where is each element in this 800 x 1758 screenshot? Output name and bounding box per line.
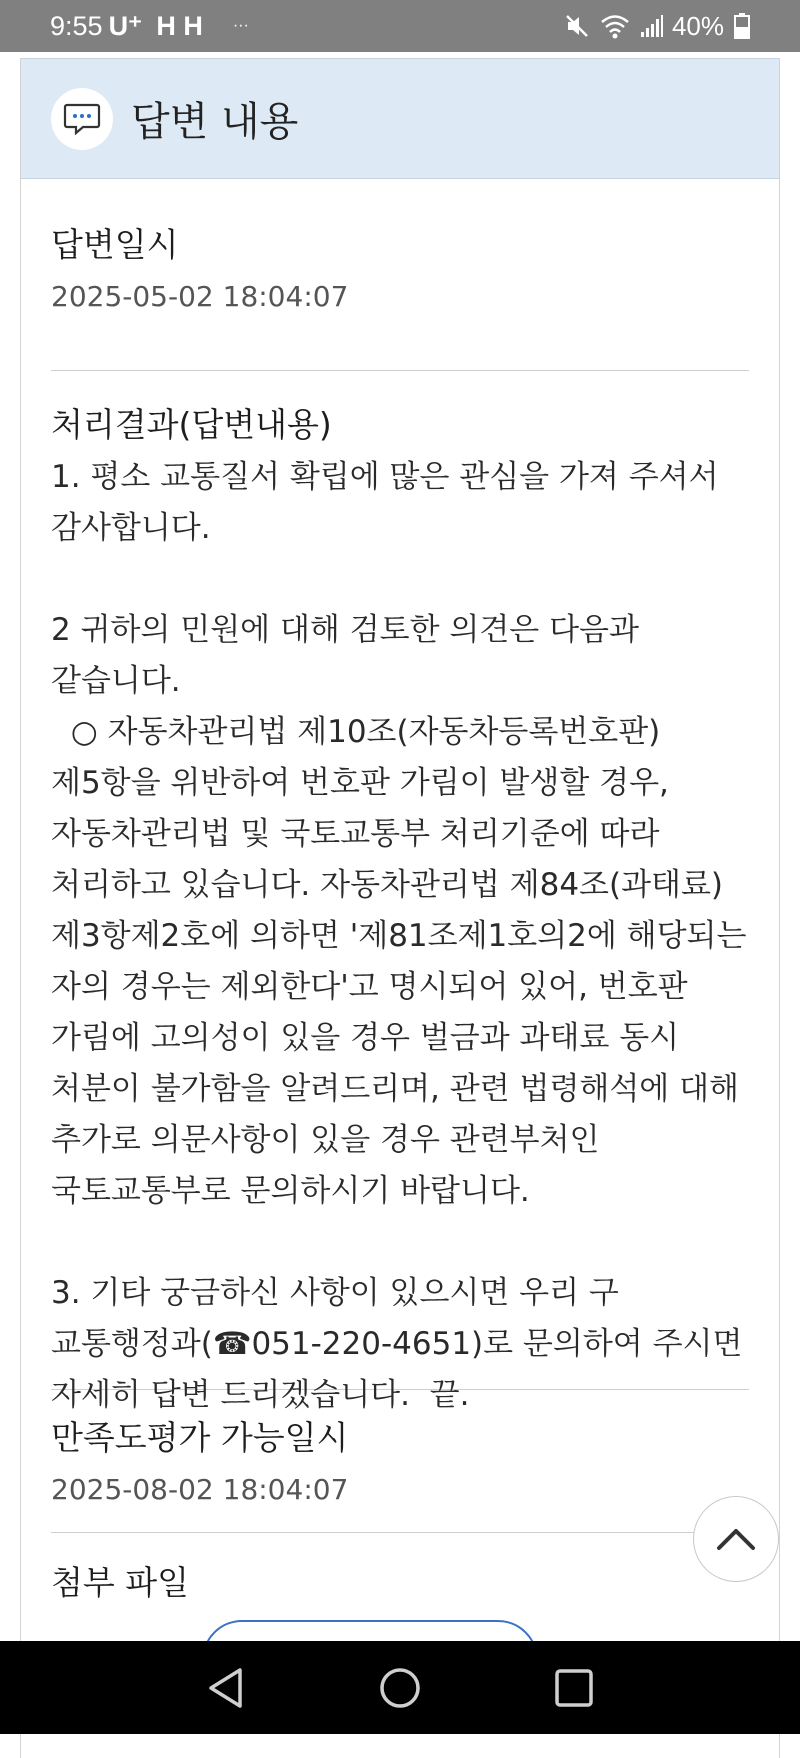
status-bar <box>0 0 800 52</box>
scroll-top-button[interactable] <box>693 1496 779 1582</box>
mute-icon <box>564 13 590 39</box>
status-left <box>50 11 249 42</box>
result-label: 처리결과(답변내용) <box>51 405 332 444</box>
more-notifications-icon: ··· <box>232 17 249 34</box>
result-section <box>51 371 749 1413</box>
signal-icon <box>640 14 664 38</box>
nav-home-icon[interactable] <box>378 1666 422 1710</box>
attachment-label: 첨부 파일 <box>51 1563 190 1602</box>
panel-content <box>21 179 779 1604</box>
chat-icon-circle <box>51 88 113 150</box>
system-nav-bar <box>0 1641 800 1734</box>
network-indicator: H H <box>156 10 203 41</box>
attachment-section <box>51 1533 749 1604</box>
answer-date-value: 2025-05-02 18:04:07 <box>51 280 349 313</box>
nav-recents-icon[interactable] <box>554 1668 594 1708</box>
nav-back-icon[interactable] <box>206 1666 246 1710</box>
battery-icon <box>734 13 750 39</box>
battery-percent: 40% <box>671 10 724 41</box>
status-right <box>554 11 750 42</box>
panel-header <box>21 59 779 179</box>
carrier-label: U⁺ <box>108 10 143 41</box>
status-time: 9:55 <box>50 10 103 41</box>
satisfaction-value: 2025-08-02 18:04:07 <box>51 1473 349 1506</box>
result-body: 1. 평소 교통질서 확립에 많은 관심을 가져 주셔서 감사합니다. 2 귀하의 민원에 대해 검토한 의견은 다음과 같습니다. ○ 자동차관리법 제10조(자동차등록번호판) 제5항을 위반하여 번호판 가림이 발생할 경우, 자동차관리법 및 국토교통부 처리기준에 따라 처리하고 있습니다. 자동차관리법 제84조(과태료) 제3항제2호에 의하면 '제81조제1호의2에 해당되는 자의 경우는 제외한다'고 명시되어 있어, 번호판 가림에 고의성이 있을 경우 벌금과 과태료 동시 처분이 불가함을 알려드리며, 관련 법령해석에 대해 추가로 의문사항이 있을 경우 관련부처인 국토교통부로 문의하시기 바랍니다. 3. 기타 궁금하신 사항이 있으시면 우리 구 교통행정과(☎051-220-4651)로 문의하여 주시면 자세히 답변 드리겠습니다. 끝. <box>51 459 747 1413</box>
chat-bubble-icon <box>63 102 101 136</box>
satisfaction-label: 만족도평가 가능일시 <box>51 1418 349 1457</box>
panel-title: 답변 내용 <box>131 99 299 145</box>
answer-date-section <box>51 179 749 371</box>
wifi-icon <box>600 13 630 39</box>
answer-panel <box>20 58 780 1758</box>
answer-date-label: 답변일시 <box>51 225 179 264</box>
chevron-up-icon <box>716 1527 756 1551</box>
